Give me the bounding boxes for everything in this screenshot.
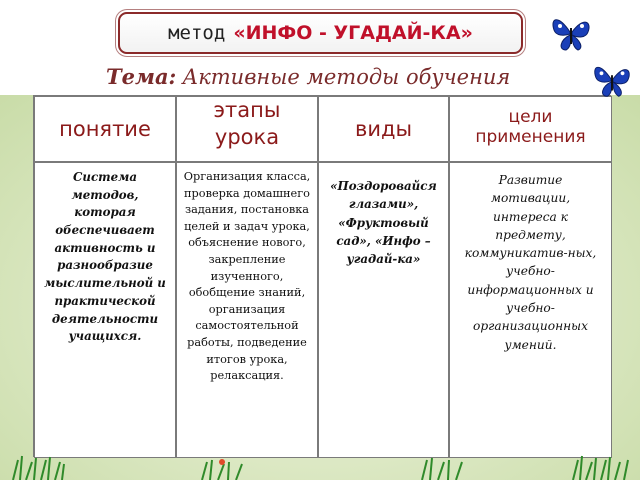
theme-text: Активные методы обучения xyxy=(182,65,511,89)
grass-icon xyxy=(198,458,248,480)
theme-label: Тема: xyxy=(106,64,177,89)
methods-table xyxy=(33,95,611,457)
grass-icon xyxy=(568,454,634,480)
butterfly-icon xyxy=(590,58,634,102)
cell-concept: Система методов, которая обеспечивает активность и разнообразие мыслительной и практической деятельности учащихся. xyxy=(34,162,176,458)
method-title: «ИНФО - УГАДАЙ-КА» xyxy=(233,22,473,44)
butterfly-icon xyxy=(548,10,594,56)
grass-icon xyxy=(8,454,68,480)
header-types: виды xyxy=(318,96,449,162)
theme-line xyxy=(106,64,556,89)
cell-goals: Развитие мотивации, интереса к предмету, коммуникатив-ных, учебно-информационных и учебно-организационных умений. xyxy=(449,162,612,458)
cell-types: «Поздоровайся глазами», «Фруктовый сад», «Инфо – угадай-ка» xyxy=(318,162,449,458)
method-prefix: метод xyxy=(168,22,226,44)
header-goals: цели применения xyxy=(449,96,612,162)
header-concept: понятие xyxy=(34,96,176,162)
grass-icon xyxy=(418,456,468,480)
cell-stages: Организация класса, проверка домашнего задания, постановка целей и задач урока, объяснение нового, закрепление изученного, обобщение знаний, организация самостоятельной работы, подведение итогов урока, релаксация. xyxy=(176,162,318,458)
method-title-box xyxy=(118,12,523,54)
header-stages: этапы урока xyxy=(176,96,318,162)
